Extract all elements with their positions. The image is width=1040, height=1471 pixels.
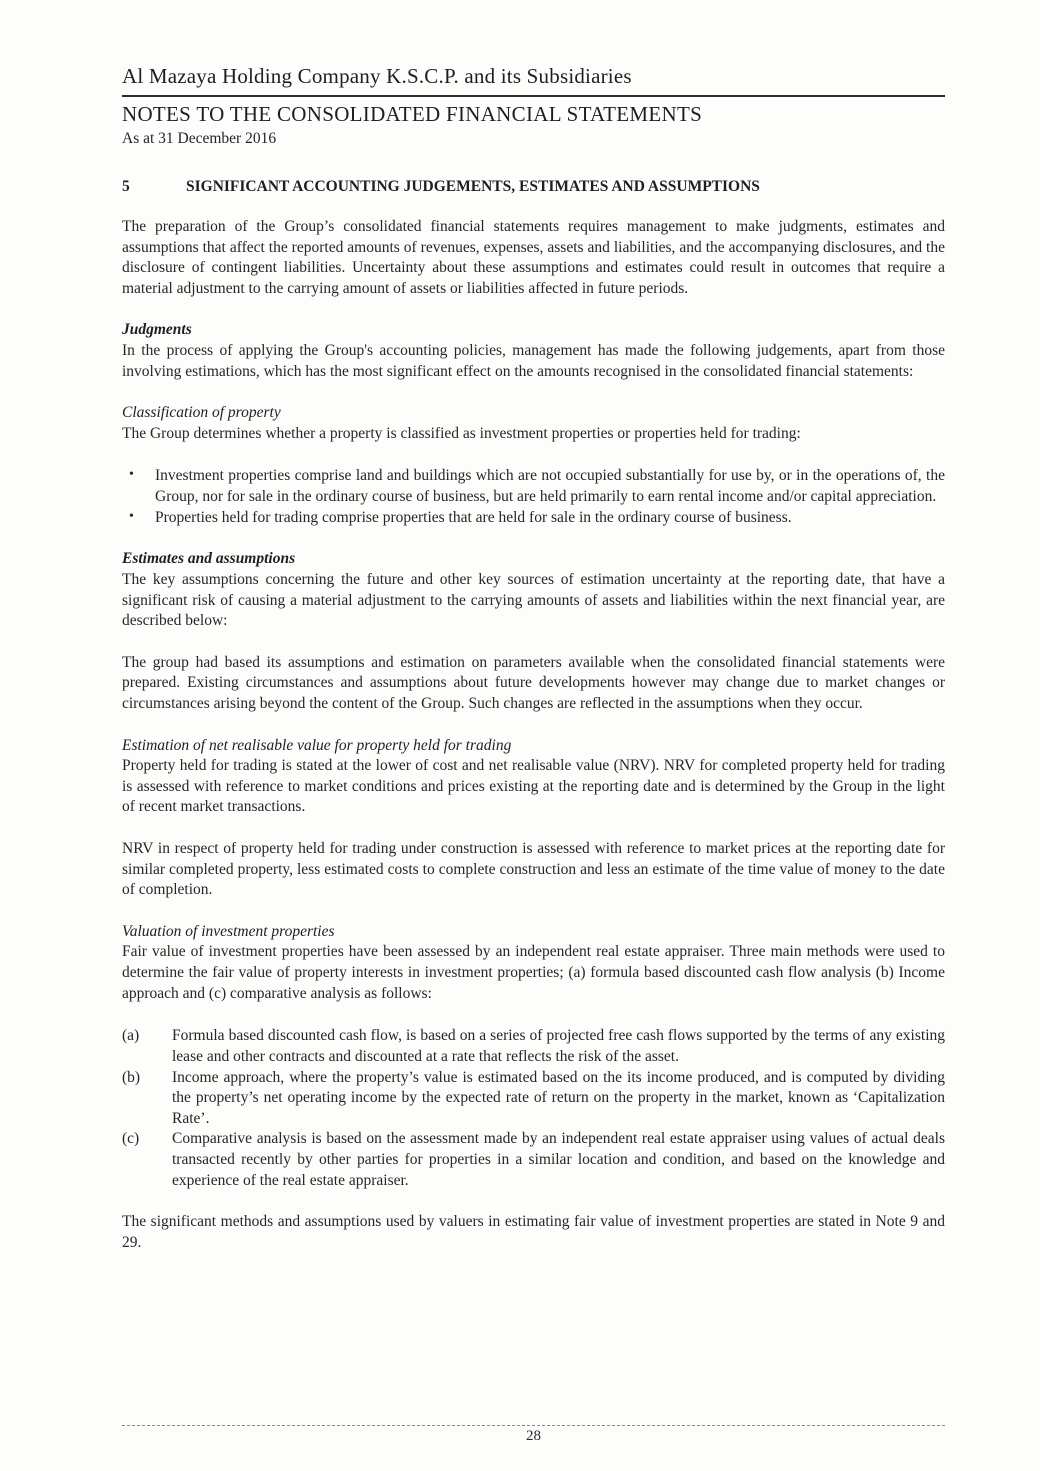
doc-title: NOTES TO THE CONSOLIDATED FINANCIAL STATEMENTS: [122, 102, 703, 126]
company-name: Al Mazaya Holding Company K.S.C.P. and its Subsidiaries: [122, 64, 632, 88]
nrv-paragraph-1: Property held for trading is stated at the lower of cost and net realisable value (NRV). NRV for completed property held for trading is assessed with reference to market conditions and prices existing at the reporting date and is determined by the Group in the light of recent market transactions.: [122, 757, 945, 816]
method-label: (c): [122, 1130, 140, 1148]
bullet-text: Investment properties comprise land and buildings which are not occupied substantially for use by, or in the operations of, the Group, nor for sale in the ordinary course of business, but are held primarily to earn rental income and/or capital appreciation.: [155, 467, 945, 506]
header-rule: [122, 95, 945, 97]
estimates-heading: Estimates and assumptions: [122, 550, 296, 568]
intro-paragraph: The preparation of the Group’s consolidated financial statements requires management to make judgments, estimates and assumptions that affect the reported amounts of revenues, expenses, assets and liabilities, and the accompanying disclosures, and the disclosure of contingent liabilities. Uncertainty about these assumptions and estimates could result in outcomes that require a material adjustment to the carrying amount of assets or liabilities affected in future periods.: [122, 218, 945, 297]
section-heading: [122, 178, 945, 196]
page-footer: [122, 1425, 945, 1445]
method-text: Comparative analysis is based on the assessment made by an independent real estate appraiser using values of actual deals transacted recently by other parties for properties in a similar location and condition, and based on the knowledge and experience of the real estate appraiser.: [172, 1130, 945, 1189]
bullet-text: Properties held for trading comprise properties that are held for sale in the ordinary course of business.: [155, 508, 792, 526]
judgments-paragraph: In the process of applying the Group's accounting policies, management has made the following judgements, apart from those involving estimations, which has the most significant effect on the amounts recognised in the consolidated financial statements:: [122, 342, 945, 380]
section-number: 5: [122, 178, 130, 195]
bullet-icon: •: [129, 467, 134, 483]
list-item: [122, 466, 945, 507]
valuation-paragraph: Fair value of investment properties have been assessed by an independent real estate appraiser. Three main methods were used to determine the fair value of property interests in investment properties; (a) formula based discounted cash flow analysis (b) Income approach and (c) comparative analysis as follows:: [122, 943, 945, 1002]
method-text: Formula based discounted cash flow, is based on a series of projected free cash flows supported by the terms of any existing lease and other contracts and discounted at a rate that reflects the risk of the asset.: [172, 1027, 945, 1065]
list-item: [122, 508, 945, 529]
document-body: [122, 148, 945, 1253]
classification-heading: Classification of property: [122, 404, 281, 422]
doc-date: As at 31 December 2016: [122, 130, 277, 147]
bullet-list: [122, 466, 945, 528]
judgments-heading: Judgments: [122, 321, 192, 339]
estimates-paragraph-1: The key assumptions concerning the future and other key sources of estimation uncertainty at the reporting date, that have a significant risk of causing a material adjustment to the carrying amounts of assets and liabilities within the next financial year, are described below:: [122, 570, 945, 630]
page-header: [122, 64, 945, 148]
bullet-icon: •: [129, 508, 134, 524]
nrv-heading: Estimation of net realisable value for property held for trading: [122, 736, 512, 754]
method-text: Income approach, where the property’s value is estimated based on the its income produced, and is computed by dividing the property’s net operating income by the expected rate of return on the property in the market, known as ‘Capitalization Rate’.: [172, 1068, 945, 1127]
classification-paragraph: The Group determines whether a property is classified as investment properties or properties held for trading:: [122, 424, 801, 442]
page-number: 28: [526, 1428, 541, 1444]
method-label: (a): [122, 1027, 140, 1045]
method-item: [122, 1129, 945, 1191]
valuation-heading: Valuation of investment properties: [122, 922, 335, 940]
method-label: (b): [122, 1068, 141, 1086]
estimates-paragraph-2: The group had based its assumptions and estimation on parameters available when the consolidated financial statements were prepared. Existing circumstances and assumptions about future developments however may change due to market changes or circumstances arising beyond the content of the Group. Such changes are reflected in the assumptions when they occur.: [122, 653, 945, 712]
section-title: SIGNIFICANT ACCOUNTING JUDGEMENTS, ESTIMATES AND ASSUMPTIONS: [186, 178, 760, 195]
method-item: [122, 1026, 945, 1067]
nrv-paragraph-2: NRV in respect of property held for trading under construction is assessed with reference to market prices at the reporting date for similar completed property, less estimated costs to complete construction and less an estimate of the time value of money to the date of completion.: [122, 840, 945, 899]
closing-paragraph: The significant methods and assumptions used by valuers in estimating fair value of investment properties are stated in Note 9 and 29.: [122, 1213, 945, 1251]
methods-list: [122, 1026, 945, 1191]
method-item: [122, 1068, 945, 1130]
footer-rule: [122, 1425, 945, 1426]
